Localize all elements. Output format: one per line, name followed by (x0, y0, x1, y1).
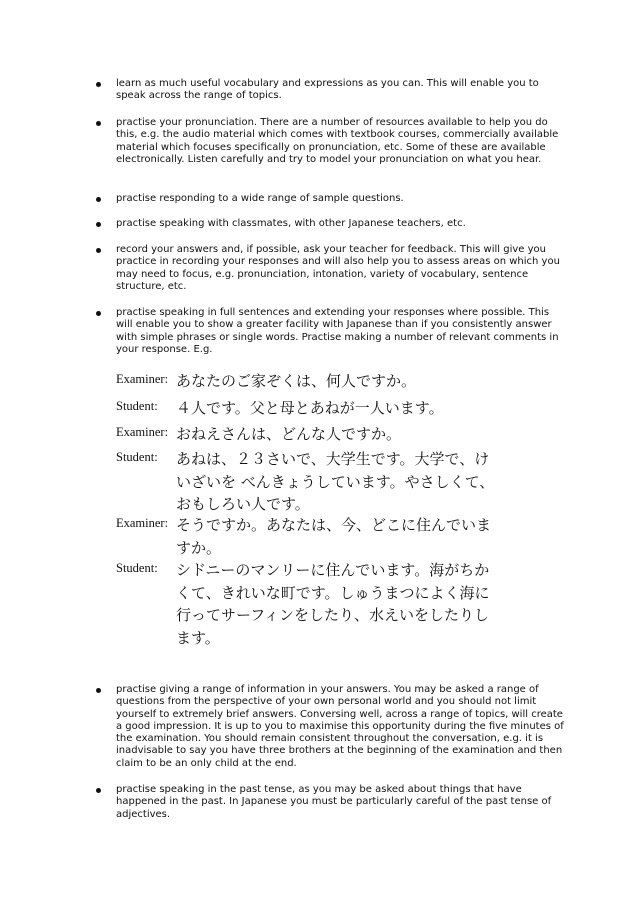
speaker-label: Student: (116, 561, 158, 575)
bullet-text: practise your pronunciation. There are a number of resources available to help you do this, e.g. the audio material which comes with textbook courses, commercially available material which focuses specifically on pronunciation, etc. Some of these are available electronically. Listen carefully and try to model your pronunciation on what you hear. (116, 117, 559, 165)
bullet-text: record your answers and, if possible, ask your teacher for feedback. This will give you practice in recording your responses and will also help you to assess areas on which you may need to focus, e.g. pronunciation, intonation, variety of vocabulary, sentence structure, etc. (116, 244, 560, 292)
speaker-label: Examiner: (116, 372, 169, 386)
bullet-dot (96, 688, 101, 693)
bullet-text: learn as much useful vocabulary and expressions as you can. This will enable you to speak across the range of topics. (116, 78, 539, 102)
bullet-text: practise speaking in the past tense, as you may be asked about things that have happened in the past. In Japanese you must be particularly careful of the past tense of adjectives. (116, 784, 552, 820)
bullet-dot (96, 311, 101, 316)
bullet-text: practise speaking with classmates, with other Japanese teachers, etc. (116, 218, 466, 229)
japanese-text: あねは、２３さいで、大学生です。大学で、けいざいを べんきょうしています。やさしくて、おもしろい人です。 (176, 450, 495, 513)
bullet-dot (96, 82, 101, 87)
japanese-text: シドニーのマンリーに住んでいます。海がちかくて、きれいな町です。しゅうまつによく海に行ってサーフィンをしたり、水えいをしたりします。 (176, 561, 490, 647)
japanese-text: そうですか。あなたは、今、どこに住んでいますか。 (176, 516, 492, 557)
bullet-dot (96, 222, 101, 227)
bullet-dot (96, 248, 101, 253)
japanese-text: ４人です。父と母とあねが一人います。 (176, 399, 444, 417)
bullet-dot (96, 788, 101, 793)
bullet-dot (96, 121, 101, 126)
bullet-dot (96, 197, 101, 202)
speaker-label: Examiner: (116, 425, 169, 439)
speaker-label: Student: (116, 450, 158, 464)
speaker-label: Examiner: (116, 516, 169, 530)
japanese-text: おねえさんは、どんな人ですか。 (176, 425, 402, 443)
bullet-text: practise giving a range of information in your answers. You may be asked a range of questions from the perspective of your own personal world and you should not limit yourself to extremely brief answers. Conversing well, across a range of topics, will create a good impression. It is up to you to maximise this opportunity during the five minutes of the examination. You should remain consistent throughout the conversation, e.g. it is inadvisable to say you have three brothers at the beginning of the examination and then claim to be an only child at the end. (116, 684, 564, 769)
bullet-text: practise responding to a wide range of sample questions. (116, 193, 404, 204)
japanese-text: あなたのご家ぞくは、何人ですか。 (176, 372, 417, 390)
speaker-label: Student: (116, 399, 158, 413)
bullet-text: practise speaking in full sentences and extending your responses where possible. This will enable you to show a greater facility with Japanese than if you consistently answer with simple phrases or single words. Practise making a number of relevant comments in your response. E.g. (116, 307, 559, 355)
